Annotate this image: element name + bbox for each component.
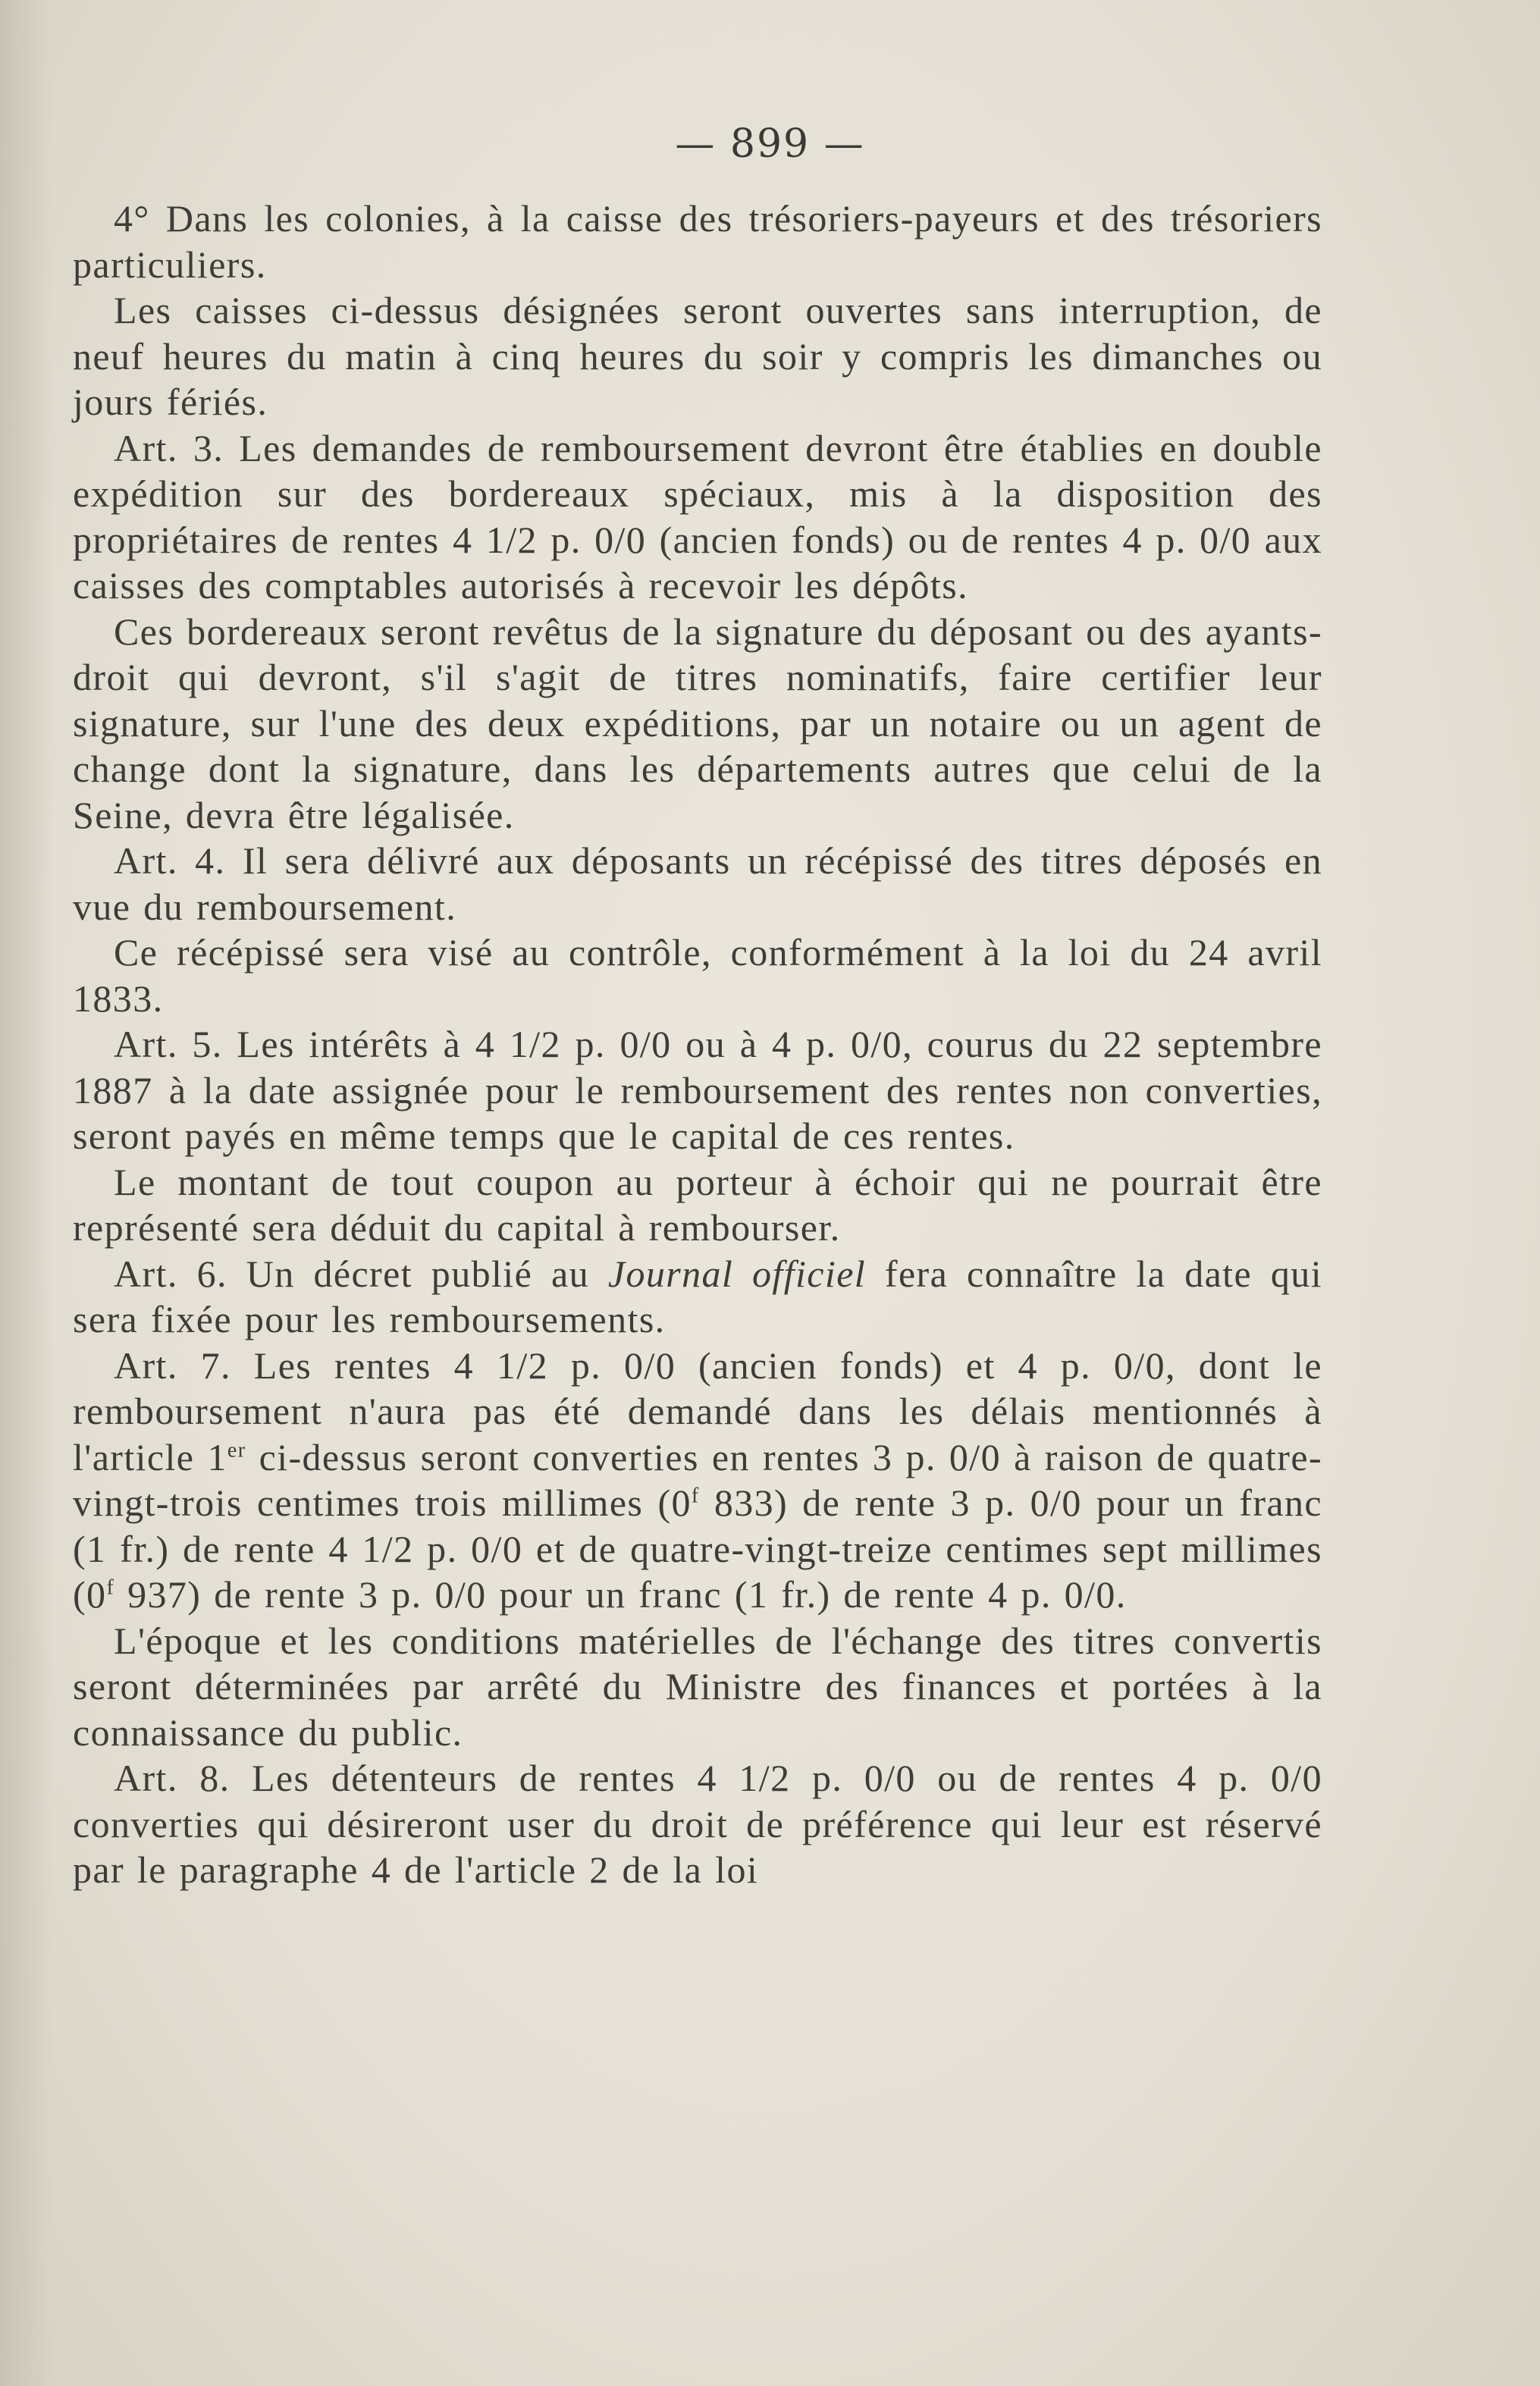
article-7-text-end: 937) de rente 3 p. 0/0 pour un franc (1 fr.) de rente 4 p. 0/0. [114, 1573, 1127, 1616]
article-7-text-mid1: ci-dessus seront converties en rentes 3 p. 0/0 à raison de quatre-vingt-trois centimes trois millimes (0 [73, 1435, 1322, 1524]
paragraph-article-8: Art. 8. Les détenteurs de rentes 4 1/2 p. 0/0 ou de rentes 4 p. 0/0 converties qui désireront user du droit de préférence qui leur est réservé par le paragraphe 4 de l'article 2 de la loi [73, 1757, 1322, 1891]
paragraph-coupon: Le montant de tout coupon au porteur à échoir qui ne pourrait être représenté sera déduit du capital à rembourser. [73, 1160, 1322, 1249]
superscript-franc-2: f [106, 1576, 115, 1600]
article-7-text-start: Art. 7. Les rentes 4 1/2 p. 0/0 (ancien fonds) et 4 p. 0/0, dont le remboursement n'aura pas été demandé dans les délais mentionnés à l'article 1 [73, 1343, 1322, 1478]
paragraph-article-5: Art. 5. Les intérêts à 4 1/2 p. 0/0 ou à 4 p. 0/0, courus du 22 septembre 1887 à la date assignée pour le remboursement des rentes non converties, seront payés en même temps que le capital de ces rentes. [73, 1023, 1322, 1157]
journal-officiel-title: Journal officiel [607, 1252, 867, 1295]
paragraph-article-3: Art. 3. Les demandes de remboursement devront être établies en double expédition sur des bordereaux spéciaux, mis à la disposition des propriétaires de rentes 4 1/2 p. 0/0 (ancien fonds) ou de rentes 4 p. 0/0 aux caisses des comptables autorisés à recevoir les dépôts. [73, 426, 1322, 607]
page-number: — 899 — [675, 121, 865, 167]
page-edge-shadow [0, 0, 53, 2386]
paragraph-bordereaux: Ces bordereaux seront revêtus de la signature du déposant ou des ayants-droit qui devront, s'il s'agit de titres nominatifs, faire certifier leur signature, sur l'une des deux expéditions, par un notaire ou un agent de change dont la signature, dans les départements autres que celui de la Seine, devra être légalisée. [73, 610, 1322, 836]
paragraph-article-4: Art. 4. Il sera délivré aux déposants un récépissé des titres déposés en vue du remboursement. [73, 839, 1322, 928]
superscript-er: er [227, 1438, 246, 1462]
article-6-text-start: Art. 6. Un décret publié au [114, 1252, 608, 1295]
paragraph-caisses-ouvertes: Les caisses ci-dessus désignées seront ouvertes sans interruption, de neuf heures du matin à cinq heures du soir y compris les dimanches ou jours fériés. [73, 289, 1322, 423]
paragraph-echange-titres: L'époque et les conditions matérielles de l'échange des titres convertis seront déterminées par arrêté du Ministre des finances et portées à la connaissance du public. [73, 1619, 1322, 1754]
article-7-text-mid2: 833) de rente 3 p. 0/0 pour un franc (1 fr.) de rente 4 1/2 p. 0/0 et de quatre-vingt-treize centimes sept millimes (0 [73, 1481, 1323, 1616]
paragraph-recepisse: Ce récépissé sera visé au contrôle, conformément à la loi du 24 avril 1833. [73, 931, 1322, 1020]
article-6-text-end: fera connaître la date qui sera fixée pour les remboursements. [73, 1252, 1322, 1340]
document-body [73, 196, 1322, 1893]
superscript-franc-1: f [691, 1484, 700, 1508]
paragraph-article-6 [73, 1251, 1322, 1343]
paragraph-colonies: 4° Dans les colonies, à la caisse des trésoriers-payeurs et des trésoriers particuliers. [73, 197, 1322, 286]
paragraph-article-7 [73, 1343, 1322, 1618]
